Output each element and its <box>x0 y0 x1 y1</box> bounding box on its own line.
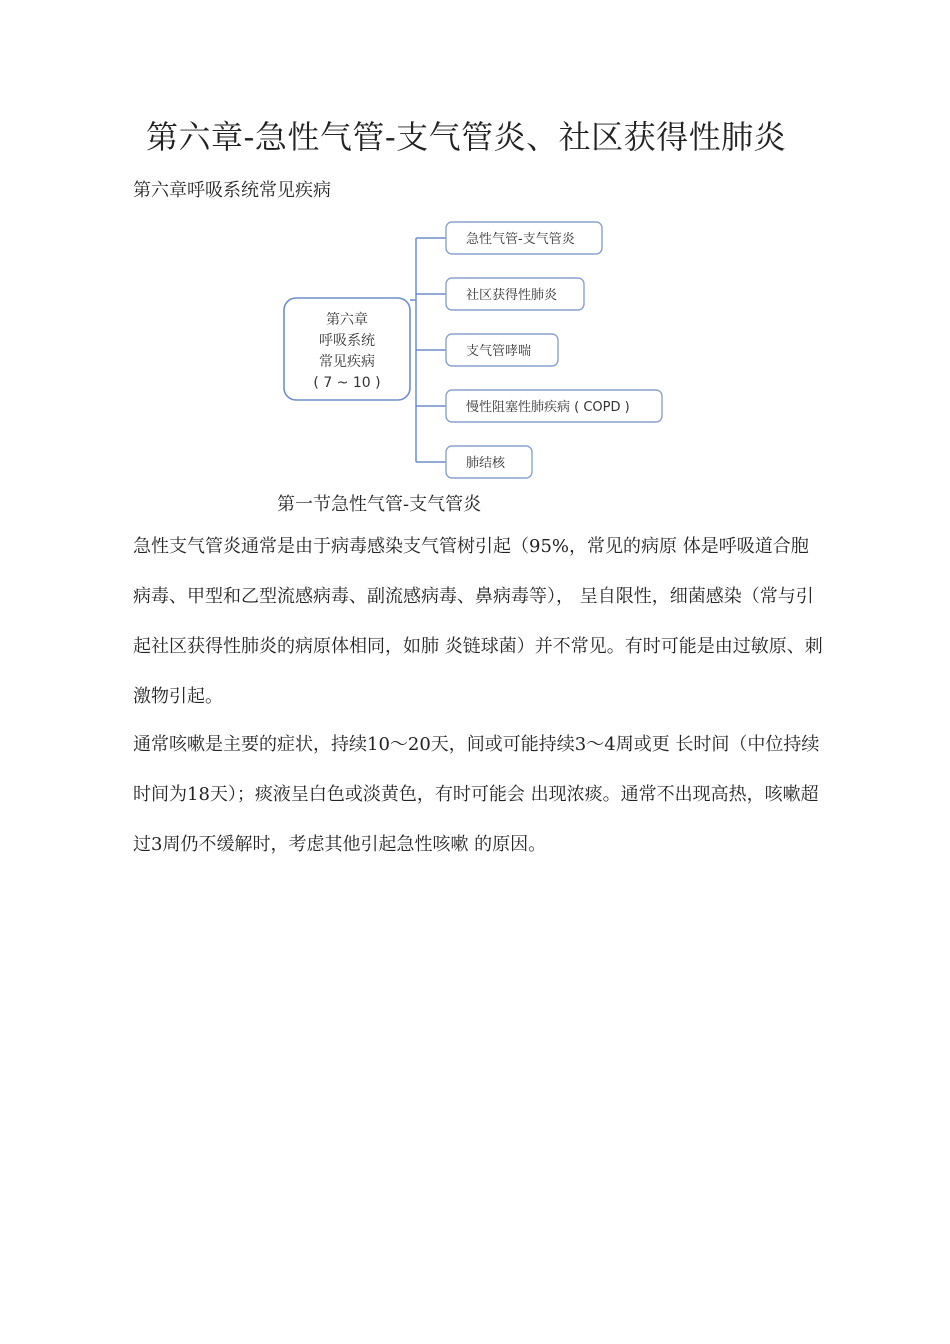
mindmap-node <box>446 222 602 254</box>
mindmap-node <box>446 334 558 366</box>
mindmap-diagram <box>270 212 690 492</box>
root-line-2: 呼吸系统 <box>319 333 375 349</box>
mindmap-node <box>446 278 584 310</box>
mindmap-root-node <box>284 298 410 400</box>
mindmap-node <box>446 390 662 422</box>
body-paragraph: 通常咳嗽是主要的症状，持续10～20天，间或可能持续3～4周或更 长时间（中位持续时间为18天）；痰液呈白色或淡黄色，有时可能会 出现浓痰。通常不出现高热，咳嗽超过3周仍不缓解时，考虑其他引起急性咳嗽 的原因。 <box>133 734 820 855</box>
root-line-1: 第六章 <box>326 312 368 328</box>
mindmap-node-label: 支气管哮喘 <box>466 344 532 359</box>
root-line-3: 常见疾病 <box>319 354 375 370</box>
root-line-4: ( 7 ~ 10 ) <box>313 375 381 391</box>
mindmap-node-label: 急性气管-支气管炎 <box>466 232 575 247</box>
mindmap-node-label: 社区获得性肺炎 <box>466 288 558 303</box>
document-title: 第六章-急性气管-支气管炎、社区获得性肺炎 <box>146 118 787 156</box>
mindmap-node-label: 慢性阻塞性肺疾病 ( COPD ) <box>466 400 630 415</box>
mindmap-node <box>446 446 532 478</box>
section-heading: 第一节急性气管-支气管炎 <box>277 494 482 515</box>
body-paragraph: 急性支气管炎通常是由于病毒感染支气管树引起（95%，常见的病原 体是呼吸道合胞病毒、甲型和乙型流感病毒、副流感病毒、鼻病毒等）， 呈自限性，细菌感染（常与引起社区获得性肺炎的病原体相同，如肺 炎链球菌）并不常见。有时可能是由过敏原、刺激物引起。 <box>133 536 823 707</box>
mindmap-node-label: 肺结核 <box>466 456 506 471</box>
chapter-subtitle: 第六章呼吸系统常见疾病 <box>133 180 331 201</box>
mindmap-connectors <box>410 238 446 462</box>
